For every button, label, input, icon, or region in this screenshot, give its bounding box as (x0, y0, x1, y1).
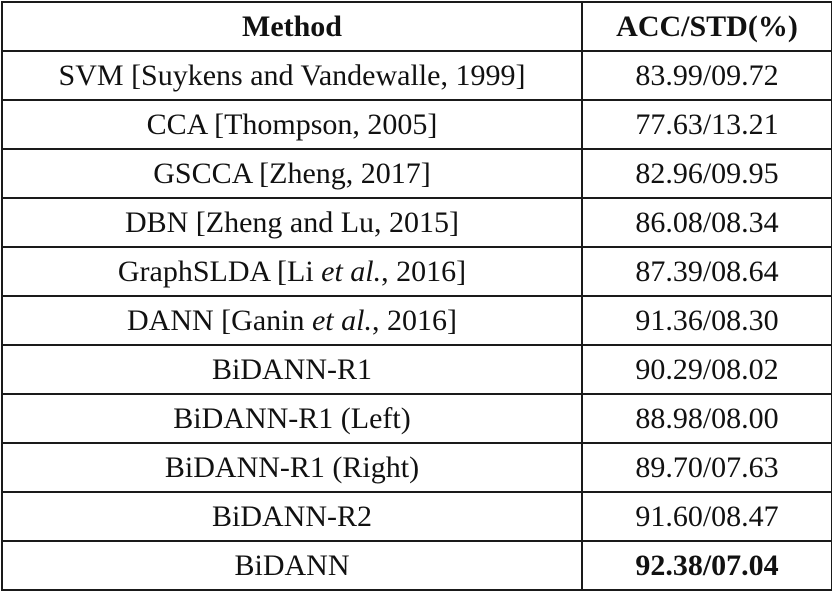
method-cell (2, 100, 582, 149)
method-name: BiDANN-R1 (211, 352, 372, 386)
method-cell (2, 247, 582, 296)
acc-std-value: 90.29/08.02 (582, 345, 832, 394)
table-row (2, 541, 832, 590)
method-cell (2, 51, 582, 100)
table-row (2, 100, 832, 149)
table-row (2, 149, 832, 198)
method-name: CCA [Thompson, 2005] (146, 107, 438, 141)
table-row (2, 247, 832, 296)
acc-std-value: 82.96/09.95 (582, 149, 832, 198)
acc-std-column-header: ACC/STD(%) (582, 2, 832, 51)
method-cell (2, 296, 582, 345)
method-citation-year: , 2016] (371, 303, 457, 337)
table-row (2, 198, 832, 247)
acc-std-value: 89.70/07.63 (582, 443, 832, 492)
table-row (2, 345, 832, 394)
acc-std-value: 77.63/13.21 (582, 100, 832, 149)
method-citation-year: , 2016] (381, 254, 467, 288)
method-name: GraphSLDA [Li (117, 254, 322, 288)
method-cell (2, 443, 582, 492)
table-row (2, 492, 832, 541)
method-name: BiDANN (234, 548, 350, 582)
method-citation-etal: et al. (321, 254, 382, 288)
method-cell (2, 149, 582, 198)
acc-std-value: 91.60/08.47 (582, 492, 832, 541)
acc-std-value: 87.39/08.64 (582, 247, 832, 296)
method-cell (2, 394, 582, 443)
method-cell (2, 492, 582, 541)
method-name: GSCCA [Zheng, 2017] (153, 156, 431, 190)
acc-std-value: 83.99/09.72 (582, 51, 832, 100)
header-row (2, 2, 832, 51)
acc-std-value: 86.08/08.34 (582, 198, 832, 247)
acc-std-value: 91.36/08.30 (582, 296, 832, 345)
results-table (1, 1, 832, 591)
table-body (2, 51, 832, 590)
table-row (2, 296, 832, 345)
method-cell (2, 541, 582, 590)
method-name: BiDANN-R1 (Left) (173, 401, 411, 435)
table-row (2, 443, 832, 492)
method-name: BiDANN-R2 (211, 499, 372, 533)
method-name: DANN [Ganin (127, 303, 312, 337)
acc-std-value: 88.98/08.00 (582, 394, 832, 443)
table-row (2, 51, 832, 100)
method-name: SVM [Suykens and Vandewalle, 1999] (58, 58, 526, 92)
method-cell (2, 198, 582, 247)
acc-std-value: 92.38/07.04 (582, 541, 832, 590)
method-name: BiDANN-R1 (Right) (164, 450, 420, 484)
method-name: DBN [Zheng and Lu, 2015] (124, 205, 460, 239)
method-column-header: Method (2, 2, 582, 51)
table-row (2, 394, 832, 443)
method-cell (2, 345, 582, 394)
method-citation-etal: et al. (311, 303, 372, 337)
